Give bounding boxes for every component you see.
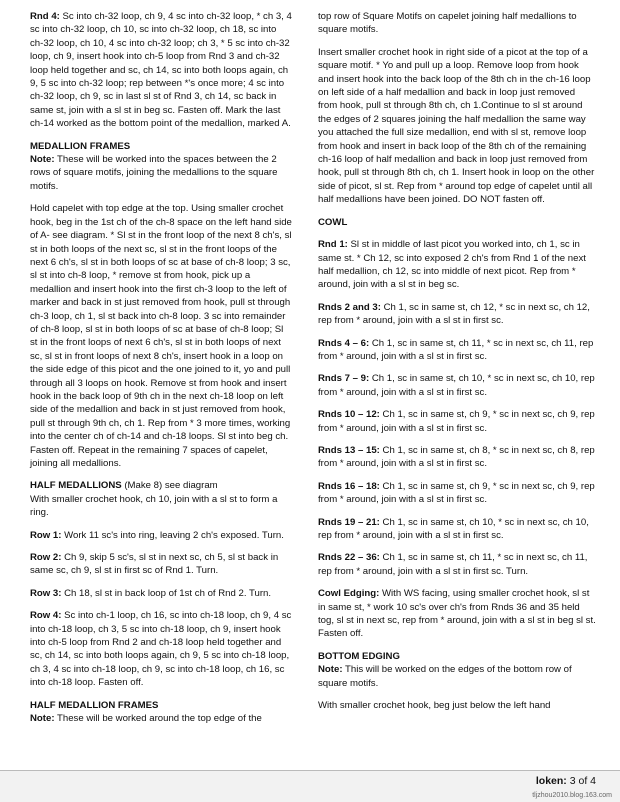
note1-text: These will be worked into the spaces between the 2 rows of square motifs, joining the medallions to the square motifs. — [30, 154, 278, 192]
left-column — [30, 10, 292, 735]
rnds1315-label: Rnds 13 – 15: — [318, 444, 380, 456]
rnds1618-text: Ch 1, sc in same st, ch 9, * sc in next sc, ch 9, rep from * around, join with a sl st in first sc. — [318, 480, 595, 506]
note3-text: This will be worked on the edges of the bottom row of square motifs. — [318, 664, 572, 689]
medallion-frames-section — [30, 140, 292, 153]
rnds1921-text: Ch 1, sc in same st, ch 10, * sc in next sc, ch 10, rep from * around, join with a sl st in first sc. — [318, 516, 589, 541]
half-frames-heading-line — [30, 699, 292, 712]
rnds1012-label: Rnds 10 – 12: — [318, 409, 380, 421]
cowl-rnd1 — [318, 238, 596, 292]
note3-paragraph — [318, 663, 596, 690]
bottom-paragraph: With smaller crochet hook, beg just below the left hand — [318, 700, 551, 712]
rnds1012-text: Ch 1, sc in same st, ch 9, * sc in next sc, ch 9, rep from * around, join with a sl st in first sc. — [318, 409, 595, 434]
medallion-frames-heading: MEDALLION FRAMES — [30, 140, 131, 152]
half-medallions-sub: (Make 8) see diagram — [121, 480, 218, 492]
hold-paragraph: Hold capelet with top edge at the top. Using smaller crochet hook, beg in the 1st ch of the ch-8 space on the left hand side of A- see diagram. * Sl st in the front loop of the next 8 ch's, sl st in both loops of the next sc, sl st in the front loops of the next 6 ch's, sl st in both loops of sc at base of ch-8 loop; 3 sc, sl st into ch-8 loop, * remove st from hook, pick up a medallion and insert hook into the first ch-3 loop to the left of marker and back in st just removed from hook, pull st through ch-3 loop, ch 1, sl st back into ch-8 loop. 3 sc into remainder of ch-8 loop, sl st in both loops of sc at base of ch-8 loop; Sl st in the front loops of next 6 ch's, sl st in both loops of next sc, sl st in front loops of next 8 ch's, insert hook in a loop on the side edge of this picot and the one joined to it, yo and pull through all 3 loops on hook. Remove st from hook and insert hook in the back loop of 9th ch in the next ch-18 loop on left side of the medallion and back in st just removed from hook, pull st through 9th ch, ch 1. Rep from * 3 more times, working into the center ch of ch-14 and ch-18 loops. Sl st into beg ch. Fasten off. Repeat in the remaining 7 spaces of capelet, joining all medallions. — [30, 203, 292, 469]
rnds46-text: Ch 1, sc in same st, ch 11, * sc in next sc, ch 11, rep from * around, join with a sl st in first sc. — [318, 337, 594, 362]
row1-text: Work 11 sc's into ring, leaving 2 ch's exposed. Turn. — [61, 529, 284, 541]
row4-label: Row 4: — [30, 610, 62, 622]
rnds23-text: Ch 1, sc in same st, ch 12, * sc in next sc, ch 12, rep from * around, join with a sl st in first sc. — [318, 301, 590, 327]
note2-label: Note: — [30, 713, 55, 725]
cowl-rnds-13-15 — [318, 444, 596, 471]
page-number — [536, 775, 596, 787]
row1-label: Row 1: — [30, 529, 62, 541]
rnds2236-text: Ch 1, sc in same st, ch 11, * sc in next sc, ch 11, rep from * around, join with a sl st in first sc. Turn. — [318, 552, 588, 577]
cowl-edging — [318, 587, 596, 641]
watermark-text: tljzhou2010.blog.163.com — [532, 792, 612, 799]
note1-label: Note: — [30, 154, 55, 166]
rnds23-label: Rnds 2 and 3: — [318, 301, 381, 313]
rnds1618-label: Rnds 16 – 18: — [318, 480, 380, 492]
note3-label: Note: — [318, 664, 343, 676]
row1-paragraph — [30, 529, 292, 542]
cowl-rnds-19-21 — [318, 516, 596, 543]
half-medallions-heading: HALF MEDALLIONS — [30, 480, 122, 492]
rnds2236-label: Rnds 22 – 36: — [318, 552, 380, 564]
cowl-edging-label: Cowl Edging: — [318, 588, 380, 600]
rnds79-label: Rnds 7 – 9: — [318, 373, 370, 385]
cowl-edging-text: With WS facing, using smaller crochet hook, sl st in same st, * work 10 sc's over ch's from Rnds 36 and 35 held tog, sl st in next sc, rep from * around, join with a sl st in beg sl st. Fasten off. — [318, 588, 596, 640]
continued-paragraph: top row of Square Motifs on capelet joining half medallions to square motifs. — [318, 11, 577, 36]
rnd4-label: Rnd 4: — [30, 11, 60, 22]
note2-text: These will be worked around the top edge of the — [54, 713, 262, 725]
note1-paragraph — [30, 153, 292, 193]
rnds46-label: Rnds 4 – 6: — [318, 337, 370, 349]
row4-text: Sc into ch-1 loop, ch 16, sc into ch-18 loop, ch 9, 4 sc into ch-18 loop, ch 3, 5 sc into ch-18 loop, ch 9, insert hook into ch-5 loop from Rnd 2 and ch-18 loop held together and sc, ch 14, sc into both loops again, ch 9, 5 sc into ch-18 loop, ch 3, 4 sc into ch-18 loop, ch 9, sc into ch-18 loop, ch 16, sc into ch-18 loop. Fasten off. — [30, 610, 292, 689]
rnd4-paragraph — [30, 10, 292, 131]
half-medallions-heading-line — [30, 479, 292, 492]
page-count: 3 of 4 — [569, 775, 596, 787]
row2-paragraph — [30, 551, 292, 578]
row2-label: Row 2: — [30, 552, 62, 564]
cowl-rnds-4-6 — [318, 337, 596, 364]
cowl-rnds-7-9 — [318, 372, 596, 399]
row4-paragraph — [30, 609, 292, 689]
row3-label: Row 3: — [30, 587, 62, 599]
bottom-edging-heading-line — [318, 650, 596, 663]
half-frames-heading: HALF MEDALLION FRAMES — [30, 699, 159, 711]
note2-paragraph — [30, 712, 292, 725]
rnds79-text: Ch 1, sc in same st, ch 10, * sc in next sc, ch 10, rep from * around, join with a sl st in first sc. — [318, 373, 595, 398]
cowl-heading: COWL — [318, 216, 348, 228]
rnds1921-label: Rnds 19 – 21: — [318, 516, 380, 528]
cowl-heading-line — [318, 216, 596, 229]
rnds1315-text: Ch 1, sc in same st, ch 8, * sc in next sc, ch 8, rep from * around, join with a sl st in first sc. — [318, 444, 595, 470]
rnd1-text: Sl st in middle of last picot you worked into, ch 1, sc in same st. * Ch 12, sc into exposed 2 ch's from Rnd 1 of the next half medallion, ch 12, sc into middle of next picot. Rep from * around, join with a sl st in beg sc. — [318, 239, 586, 291]
brand-label: loken: — [535, 775, 567, 787]
cowl-rnds-16-18 — [318, 480, 596, 507]
cowl-rnds-10-12 — [318, 408, 596, 435]
row2-text: Ch 9, skip 5 sc's, sl st in next sc, ch 5, sl st back in same sc, ch 9, sl st in first sc of Rnd 1. Turn. — [30, 552, 279, 577]
right-column — [318, 10, 596, 721]
rnd1-label: Rnd 1: — [318, 239, 348, 251]
cowl-rnds-22-36 — [318, 551, 596, 578]
page-footer — [0, 770, 620, 802]
row3-text: Ch 18, sl st in back loop of 1st ch of Rnd 2. Turn. — [61, 587, 272, 599]
cowl-rnds-2-3 — [318, 301, 596, 328]
bottom-edging-heading: BOTTOM EDGING — [318, 650, 400, 662]
half-medallions-intro: With smaller crochet hook, ch 10, join with a sl st to form a ring. — [30, 493, 278, 519]
insert-paragraph: Insert smaller crochet hook in right side of a picot at the top of a square motif. * Yo and pull up a loop. Remove loop from hook and insert hook into the back loop of the 8th ch in the ch-16 loop on left side of a half medallion and back in loop just removed from hook, pull st through 8th ch, ch 1.Continue to sl st around the edges of 2 squares joining the half medallion the same way you attached the full size medallion, end with sl st, remove loop from hook and insert in back loop of the 8th ch of the remaining ch-16 loop of half medallion and back in loop just removed from hook, pull st through 8th ch, ch 1. Insert hook in loop on the other side of picot, sl st. Rep from * around top edge of capelet until all half medallions have been joined. DO NOT fasten off. — [318, 46, 595, 206]
row3-paragraph — [30, 587, 292, 600]
rnd4-text: Sc into ch-32 loop, ch 9, 4 sc into ch-32 loop, * ch 3, 4 sc into ch-32 loop, ch 10, sc into ch-32 loop, ch 18, sc into ch-32 loop, ch 10, 4 sc into ch-32 loop; ch 3, * 5 sc into ch-32 loop, ch 9, insert hook into ch-5 loop from Rnd 3 and ch-32 loop held together and sc, ch 14, sc into both loops again, ch 9, 5 sc into ch-32 loop; rep between *'s once more; 4 sc into ch-32 loop, ch 9, sc in last sl st of Rnd 3, ch 14, sc back in same st, join with a sl st in beg sc. Fasten off. Mark the last ch-14 worked as the bottom point of the medallion, marked A. — [30, 11, 292, 130]
